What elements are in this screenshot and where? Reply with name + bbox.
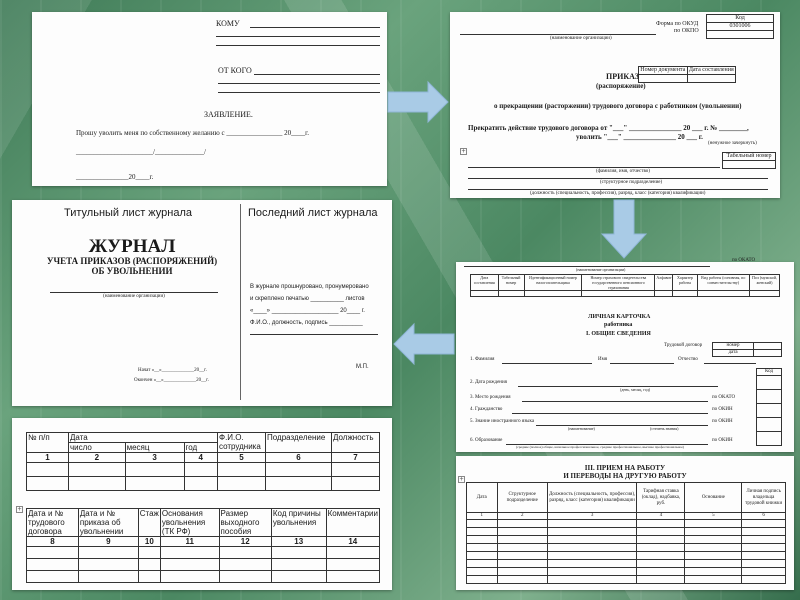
page-divider <box>240 204 241 400</box>
signature-line: ______________________/______________/ <box>76 148 206 156</box>
dismissal-order-panel <box>450 12 780 198</box>
hiring-column-number: 2 <box>497 513 547 520</box>
code-column-header: Код <box>757 369 782 376</box>
contract-label: Трудовой договор <box>664 343 703 348</box>
column-number: 12 <box>219 537 271 547</box>
column-header: Стаж <box>138 509 160 537</box>
arrow-left-icon <box>392 322 454 366</box>
col-position: Должность <box>332 433 380 453</box>
hiring-title-1: III. ПРИЕМ НА РАБОТУ <box>584 464 666 472</box>
card-section-title: I. ОБЩИЕ СВЕДЕНИЯ <box>586 331 651 337</box>
card-head-cell: Алфавит <box>655 275 673 291</box>
date-line: _______________20____г. <box>76 173 154 181</box>
finished-line: Окончен «__»_____________20__г. <box>134 378 209 383</box>
hiring-column-number: 4 <box>637 513 685 520</box>
card-subtitle: работника <box>604 322 633 328</box>
started-line: Начат «__»_____________20__г. <box>138 368 207 373</box>
column-number: 7 <box>332 453 380 463</box>
hiring-column-header: Личная подпись владельца трудовой книжки <box>742 483 786 513</box>
okin-label-1: по ОКИН <box>712 407 733 412</box>
application-body: Прошу уволить меня по собственному желанию с ________________ 20____г. <box>76 129 309 137</box>
contract-date-label: дата <box>713 350 754 357</box>
order-number-table <box>638 66 736 83</box>
doc-number-header: Номер документа <box>640 67 686 73</box>
birthdate-caption: (день, месяц, год) <box>620 387 651 392</box>
col-date: Дата <box>69 433 218 443</box>
arrow-down-icon <box>600 200 648 260</box>
column-header: Комментарии <box>326 509 379 537</box>
fio-caption: (фамилия, имя, отчество) <box>596 169 650 174</box>
doc-date-header: Дата составления <box>688 67 734 73</box>
education-caption: (среднее (полное) общее, начальное профессиональное, среднее профессиональное, высшее профессиональное) <box>516 445 684 449</box>
journal-subtitle-1: УЧЕТА ПРИКАЗОВ (РАСПОРЯЖЕНИЙ) <box>46 256 218 266</box>
column-number: 14 <box>326 537 379 547</box>
column-number: 10 <box>138 537 160 547</box>
col-department: Подразделение <box>266 433 332 453</box>
field-citizenship: 4. Гражданство <box>470 407 503 412</box>
personal-card-panel <box>456 258 794 452</box>
col-month: месяц <box>125 443 184 453</box>
journal-table-top <box>26 432 380 491</box>
title-page-header: Титульный лист журнала <box>64 207 192 219</box>
card-head-cell: Табельный номер <box>498 275 524 291</box>
okpo-label: по ОКПО <box>674 28 699 34</box>
column-number: 4 <box>184 453 217 463</box>
expand-icon: + <box>461 148 466 155</box>
hiring-title-2: И ПЕРЕВОДЫ НА ДРУГУЮ РАБОТУ <box>563 472 687 480</box>
order-subtitle: (распоряжение) <box>596 82 646 90</box>
code-column <box>756 368 782 446</box>
col-day: число <box>69 443 126 453</box>
position-caption: (должность (специальность, профессия), разряд, класс (категория) квалификации) <box>530 191 706 196</box>
expand-icon: + <box>459 476 464 483</box>
hiring-table <box>466 482 786 584</box>
language-caption-2: (степень знания) <box>650 426 679 431</box>
field-surname: 1. Фамилия <box>470 357 495 362</box>
col-year: год <box>184 443 217 453</box>
language-caption-1: (наименование) <box>568 426 595 431</box>
card-head-cell: Характер работы <box>673 275 697 291</box>
bound-note-2: и скреплено печатью __________ листов <box>250 296 365 302</box>
column-number: 3 <box>125 453 184 463</box>
order-purpose: о прекращении (расторжении) трудового договора с работником (увольнении) <box>494 102 742 110</box>
okud-label: Форма по ОКУД <box>656 21 699 27</box>
field-patronymic: Отчество <box>678 357 698 362</box>
last-page-header: Последний лист журнала <box>248 207 378 219</box>
card-org-caption: (наименование организации) <box>576 267 626 272</box>
bound-note-4: Ф.И.О., должность, подпись __________ <box>250 320 363 326</box>
column-header: Код причины увольнения <box>271 509 326 537</box>
column-number: 13 <box>271 537 326 547</box>
bound-note-1: В журнале прошнуровано, пронумеровано <box>250 284 369 290</box>
journal-org-caption: (наименование организации) <box>103 294 165 299</box>
contract-table <box>712 342 782 357</box>
card-head-cell: Идентификационный номер налогоплательщика <box>524 275 582 291</box>
addressee-label: КОМУ <box>216 19 240 28</box>
tab-number-table <box>722 152 776 169</box>
card-head-cell: Номер страхового свидетельства государственного пенсионного страхования <box>582 275 655 291</box>
dismiss-line: уволить "___" _______________ 20 ___ г. <box>576 133 703 141</box>
field-name: Имя <box>598 357 608 362</box>
journal-subtitle-2: ОБ УВОЛЬНЕНИИ <box>91 266 173 276</box>
org-caption: (наименование организации) <box>550 36 612 41</box>
card-head-cell: Дата составления <box>471 275 499 291</box>
col-fio: Ф.И.О. сотрудника <box>218 433 266 453</box>
application-form-panel <box>32 12 387 186</box>
hiring-column-number: 6 <box>742 513 786 520</box>
bound-note-3: «____» ____________________ 20____ г. <box>250 308 365 314</box>
application-title: ЗАЯВЛЕНИЕ. <box>204 110 253 119</box>
order-title: ПРИКАЗ <box>606 72 639 81</box>
card-head-cell: Вид работы (основная, по совместительству) <box>697 275 749 291</box>
field-language: 5. Знание иностранного языка <box>470 419 535 424</box>
hiring-column-number: 5 <box>685 513 742 520</box>
column-number: 9 <box>78 537 138 547</box>
column-number: 1 <box>27 453 69 463</box>
okin-label-2: по ОКИН <box>712 419 733 424</box>
card-top-okato: по ОКАТО <box>732 258 756 263</box>
hiring-section-panel <box>456 456 794 590</box>
arrow-right-icon <box>388 80 450 124</box>
journal-table-bottom <box>26 508 380 583</box>
hiring-column-header: Структурное подразделение <box>497 483 547 513</box>
hiring-column-header: Дата <box>467 483 498 513</box>
column-number: 6 <box>266 453 332 463</box>
journal-title: ЖУРНАЛ <box>88 236 176 257</box>
column-header: Размер выходного пособия <box>219 509 271 537</box>
card-head-table <box>470 274 780 297</box>
code-table <box>706 14 774 39</box>
field-birthdate: 2. Дата рождения <box>470 380 507 385</box>
column-header: Дата и № приказа об увольнении <box>78 509 138 537</box>
card-title: ЛИЧНАЯ КАРТОЧКА <box>588 314 651 320</box>
contract-number-label: номер <box>713 343 754 350</box>
hiring-column-header: Тарифная ставка (оклад), надбавка, руб. <box>637 483 685 513</box>
hiring-column-number: 1 <box>467 513 498 520</box>
hiring-column-header: Основание <box>685 483 742 513</box>
card-head-cell: Пол (мужской, женский) <box>749 275 779 291</box>
field-education: 6. Образование <box>470 438 503 443</box>
hiring-column-header: Должность (специальность, профессия), разряд, класс (категория) квалификации <box>547 483 637 513</box>
sender-label: ОТ КОГО <box>218 66 252 75</box>
column-header: Основания увольнения (ТК РФ) <box>160 509 219 537</box>
code-header: Код <box>707 15 774 23</box>
column-number: 5 <box>218 453 266 463</box>
unnecessary-caption: (ненужное зачеркнуть) <box>708 141 757 146</box>
column-header: Дата и № трудового договора <box>27 509 79 537</box>
tab-number-header: Табельный номер <box>723 153 776 161</box>
journal-table-panel <box>12 418 392 590</box>
journal-panel <box>12 200 392 406</box>
okato-label: по ОКАТО <box>712 395 736 400</box>
terminate-line: Прекратить действие трудового договора от "___" _______________ 20 ___ г. № ________, <box>468 124 749 132</box>
okin-label-3: по ОКИН <box>712 438 733 443</box>
expand-icon: + <box>17 506 22 513</box>
hiring-column-number: 3 <box>547 513 637 520</box>
column-number: 2 <box>69 453 126 463</box>
col-number: № п/п <box>27 433 69 453</box>
seal-mark: М.П. <box>356 364 369 370</box>
field-birthplace: 3. Место рождения <box>470 395 511 400</box>
code-value: 0301006 <box>707 23 774 31</box>
column-number: 11 <box>160 537 219 547</box>
column-number: 8 <box>27 537 79 547</box>
unit-caption: (структурное подразделение) <box>600 180 663 185</box>
